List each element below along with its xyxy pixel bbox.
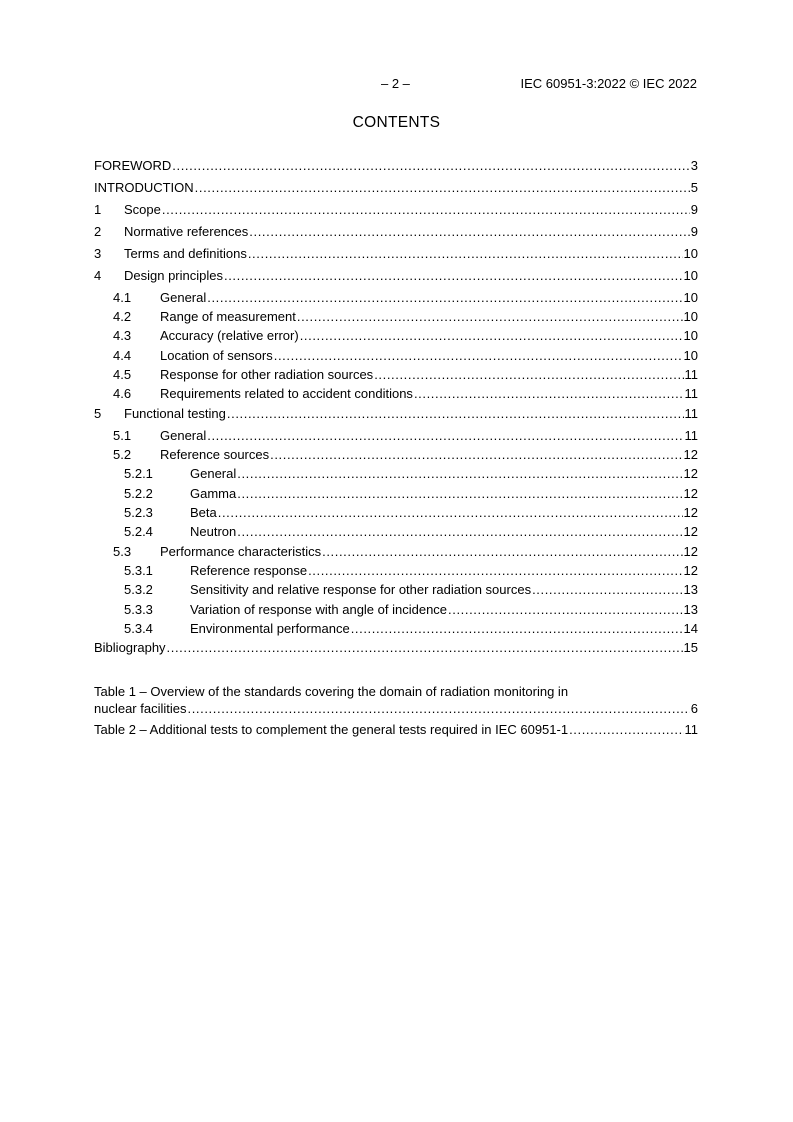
toc-entry-4-2[interactable]	[94, 309, 698, 325]
toc-entry-bibliography[interactable]	[94, 640, 698, 656]
toc-entry-label: INTRODUCTION	[94, 180, 194, 195]
toc-entry-label: Reference response	[190, 563, 308, 578]
toc-entry-number: 5	[94, 406, 102, 421]
toc-entry-page: 10	[683, 309, 698, 324]
toc-entry-page: 9	[690, 202, 698, 217]
toc-entry-number: 4	[94, 268, 102, 283]
toc-entry-4-4[interactable]	[94, 348, 698, 364]
toc-entry-page: 10	[683, 268, 698, 283]
toc-entry-number: 2	[94, 224, 102, 239]
toc-entry-label: Range of measurement	[160, 309, 296, 324]
toc-entry-number: 5.3	[113, 544, 132, 559]
toc-entry-number: 4.6	[113, 386, 132, 401]
toc-entry-number: 3	[94, 246, 102, 261]
toc-entry-5-2[interactable]	[94, 447, 698, 463]
table-list-page: 11	[684, 722, 698, 737]
toc-entry-label: Sensitivity and relative response for other radiation sources	[190, 582, 532, 597]
toc-entry-5-2-2[interactable]	[94, 486, 698, 502]
toc-entry-number: 5.2.3	[124, 505, 153, 520]
toc-entry-page: 10	[683, 348, 698, 363]
toc-entry-number: 4.4	[113, 348, 132, 363]
toc-entry-number: 1	[94, 202, 102, 217]
toc-entry-5-3-1[interactable]	[94, 563, 698, 579]
toc-entry-label: Variation of response with angle of incidence	[190, 602, 448, 617]
toc-entry-label: Neutron	[190, 524, 237, 539]
toc-entry-5-2-4[interactable]	[94, 524, 698, 540]
toc-entry-page: 11	[684, 406, 698, 421]
table-list-entry-1-line2[interactable]	[94, 701, 698, 717]
toc-entry-page: 15	[683, 640, 698, 655]
page-title: CONTENTS	[352, 114, 441, 131]
toc-entry-number: 4.5	[113, 367, 132, 382]
toc-entry-page: 10	[683, 290, 698, 305]
toc-entry-label: Terms and definitions	[124, 246, 247, 261]
toc-entry-page: 12	[683, 544, 698, 559]
toc-entry-number: 5.2	[113, 447, 132, 462]
toc-entry-functional-testing[interactable]	[94, 406, 698, 422]
toc-entry-page: 12	[683, 466, 698, 481]
toc-entry-label: FOREWORD	[94, 158, 172, 173]
table-list-label: Table 2 – Additional tests to complement the general tests required in IEC 60951-1	[94, 722, 569, 737]
toc-entry-label: Performance characteristics	[160, 544, 322, 559]
toc-entry-label: Functional testing	[124, 406, 226, 421]
toc-entry-label: General	[160, 428, 207, 443]
toc-entry-page: 11	[684, 367, 698, 382]
toc-entry-page: 10	[683, 246, 698, 261]
toc-entry-label: Response for other radiation sources	[160, 367, 374, 382]
toc-entry-number: 5.2.2	[124, 486, 153, 501]
toc-entry-page: 10	[683, 328, 698, 343]
toc-entry-label: Location of sensors	[160, 348, 273, 363]
toc-entry-page: 12	[683, 486, 698, 501]
standard-reference: IEC 60951-3:2022 © IEC 2022	[520, 76, 697, 91]
toc-entry-page: 3	[690, 158, 698, 173]
toc-entry-5-3-4[interactable]	[94, 621, 698, 637]
toc-entry-design-principles[interactable]	[94, 268, 698, 284]
toc-entry-page: 12	[683, 563, 698, 578]
toc-entry-label: Beta	[190, 505, 217, 520]
toc-entry-label: General	[190, 466, 237, 481]
toc-entry-number: 4.1	[113, 290, 132, 305]
toc-entry-label: Gamma	[190, 486, 237, 501]
toc-entry-page: 9	[690, 224, 698, 239]
toc-entry-4-5[interactable]	[94, 367, 698, 383]
toc-entry-5-2-3[interactable]	[94, 505, 698, 521]
toc-entry-page: 13	[683, 602, 698, 617]
toc-entry-label: Accuracy (relative error)	[160, 328, 299, 343]
toc-entry-label: Bibliography	[94, 640, 166, 655]
toc-entry-4-6[interactable]	[94, 386, 698, 402]
toc-entry-4-3[interactable]	[94, 328, 698, 344]
toc-entry-page: 11	[684, 386, 698, 401]
toc-entry-page: 14	[683, 621, 698, 636]
toc-entry-number: 5.3.1	[124, 563, 153, 578]
toc-entry-number: 5.3.4	[124, 621, 153, 636]
toc-entry-foreword[interactable]	[94, 158, 698, 174]
toc-entry-label: Normative references	[124, 224, 249, 239]
toc-entry-label: Reference sources	[160, 447, 270, 462]
toc-entry-5-1[interactable]	[94, 428, 698, 444]
toc-entry-label: Environmental performance	[190, 621, 350, 636]
toc-entry-introduction[interactable]	[94, 180, 698, 196]
table-list-label: nuclear facilities	[94, 701, 187, 716]
toc-entry-5-2-1[interactable]	[94, 466, 698, 482]
toc-entry-terms-and-definitions[interactable]	[94, 246, 698, 262]
table-list-page: 6	[690, 701, 698, 716]
toc-entry-page: 12	[683, 505, 698, 520]
toc-entry-number: 4.2	[113, 309, 132, 324]
toc-entry-label: Requirements related to accident conditions	[160, 386, 413, 401]
toc-entry-label: Design principles	[124, 268, 223, 283]
page-number: – 2 –	[381, 76, 410, 91]
table-list-entry-1-line1[interactable]: Table 1 – Overview of the standards covering the domain of radiation monitoring in	[94, 684, 569, 699]
toc-entry-5-3-2[interactable]	[94, 582, 698, 598]
toc-entry-number: 5.3.2	[124, 582, 153, 597]
toc-entry-normative-references[interactable]	[94, 224, 698, 240]
table-list-entry-2[interactable]	[94, 722, 698, 738]
toc-entry-4-1[interactable]	[94, 290, 698, 306]
toc-entry-page: 12	[683, 524, 698, 539]
toc-entry-number: 4.3	[113, 328, 132, 343]
toc-entry-number: 5.2.4	[124, 524, 153, 539]
toc-entry-label: Scope	[124, 202, 161, 217]
toc-entry-5-3-3[interactable]	[94, 602, 698, 618]
toc-entry-page: 5	[690, 180, 698, 195]
toc-entry-number: 5.1	[113, 428, 132, 443]
toc-entry-page: 12	[683, 447, 698, 462]
toc-entry-label: General	[160, 290, 207, 305]
toc-entry-scope[interactable]	[94, 202, 698, 218]
toc-entry-number: 5.2.1	[124, 466, 153, 481]
toc-entry-page: 11	[684, 428, 698, 443]
toc-entry-5-3[interactable]	[94, 544, 698, 560]
toc-entry-number: 5.3.3	[124, 602, 153, 617]
toc-entry-page: 13	[683, 582, 698, 597]
